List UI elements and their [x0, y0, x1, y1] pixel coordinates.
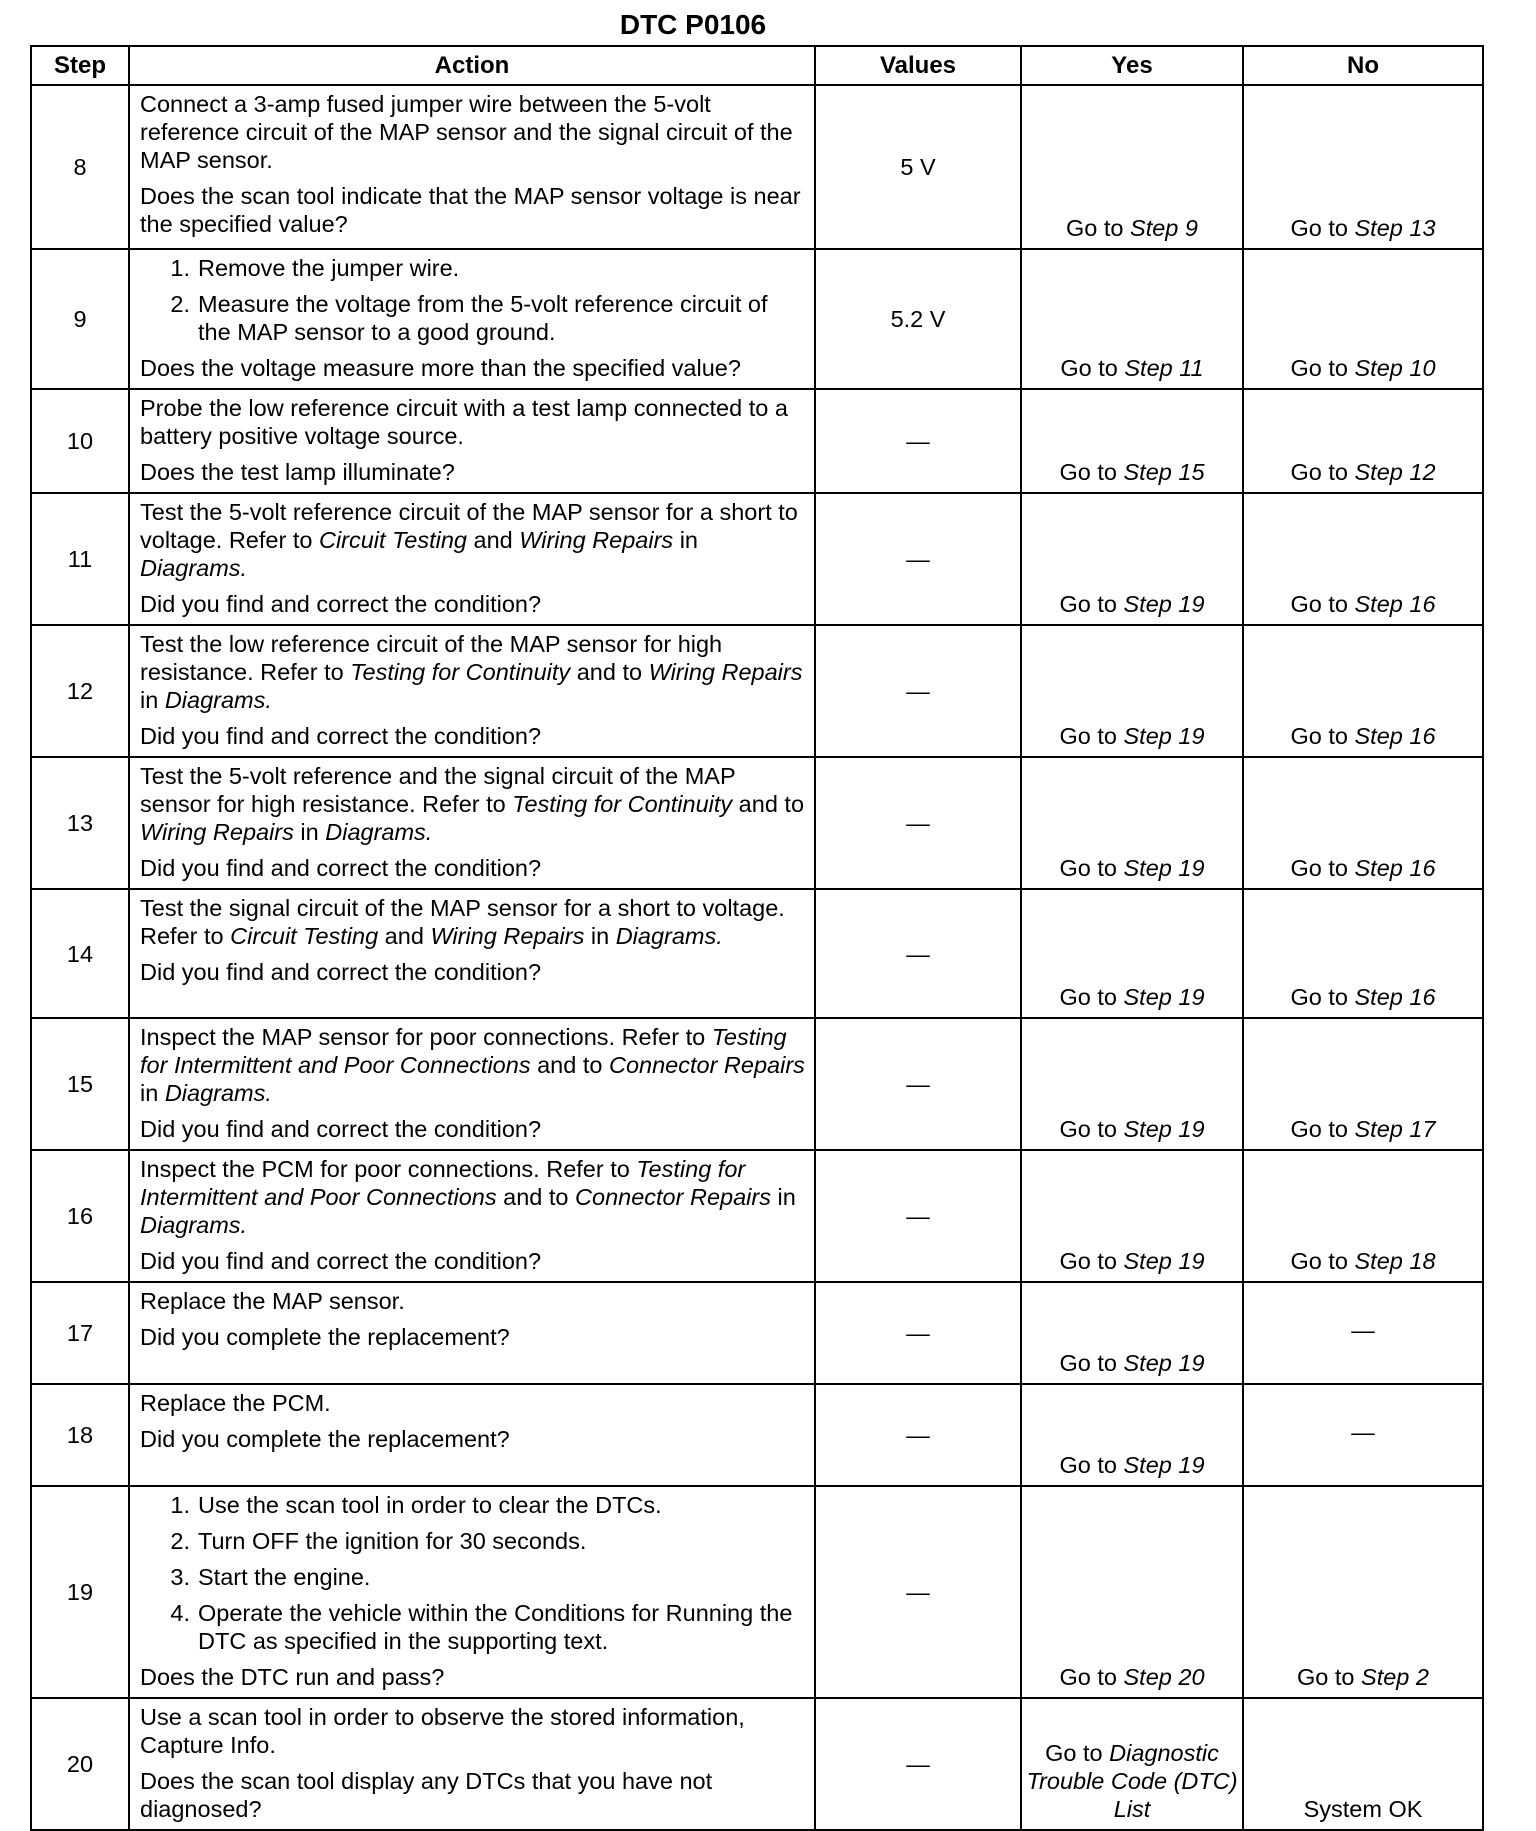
reference-text: Step 19 — [1123, 1350, 1205, 1376]
text-run: Inspect the PCM for poor connections. Refer to — [140, 1156, 637, 1182]
list-item-text — [198, 1491, 806, 1519]
value-cell: 5.2 V — [815, 249, 1021, 389]
action-cell — [129, 625, 815, 757]
text-run: Go to — [1059, 1664, 1124, 1690]
reference-text: Step 18 — [1354, 1248, 1436, 1274]
no-cell — [1243, 493, 1483, 625]
no-cell — [1243, 889, 1483, 1018]
reference-text: Diagrams. — [164, 1080, 272, 1106]
text-run: Go to — [1059, 855, 1124, 881]
value-cell: — — [815, 1698, 1021, 1830]
value-cell: — — [815, 625, 1021, 757]
yes-cell — [1021, 249, 1243, 389]
reference-text: Wiring Repairs — [140, 819, 294, 845]
table-header-row — [31, 46, 1483, 85]
list-item-number: 2. — [170, 291, 190, 317]
text-run: Did you find and correct the condition? — [140, 855, 542, 881]
text-run: Operate the vehicle within the Conditions for Running the DTC as specified in the supporting text. — [198, 1600, 793, 1654]
text-run: Connect a 3-amp fused jumper wire between the 5-volt reference circuit of the MAP sensor and the signal circuit of the MAP sensor. — [140, 91, 793, 173]
text-run: Did you find and correct the condition? — [140, 591, 542, 617]
step-number: 15 — [31, 1018, 129, 1150]
action-paragraph — [140, 590, 806, 618]
text-run: Test the low reference circuit of the MAP sensor for high resistance. Refer to — [140, 631, 723, 685]
text-run: Start the engine. — [198, 1564, 371, 1590]
reference-text: Step 9 — [1130, 215, 1198, 241]
step-number: 12 — [31, 625, 129, 757]
list-item-text — [198, 1527, 806, 1555]
text-run: Go to — [1059, 591, 1124, 617]
value-cell: — — [815, 757, 1021, 889]
yes-cell — [1021, 889, 1243, 1018]
header-values: Values — [815, 46, 1021, 85]
reference-text: Testing for Intermittent and Poor Connections — [140, 1024, 787, 1078]
text-run: Go to — [1059, 1452, 1124, 1478]
action-paragraph — [140, 354, 806, 382]
text-run: Go to — [1290, 984, 1355, 1010]
list-item-number: 1. — [170, 1492, 190, 1518]
reference-text: Testing for Continuity — [350, 659, 571, 685]
no-cell — [1243, 1018, 1483, 1150]
reference-text: Step 16 — [1354, 591, 1436, 617]
value-cell: — — [815, 1150, 1021, 1282]
yes-cell — [1021, 389, 1243, 493]
reference-text: Step 19 — [1123, 723, 1205, 749]
action-cell — [129, 1486, 815, 1698]
list-item-text — [198, 1563, 806, 1591]
no-cell — [1243, 389, 1483, 493]
yes-cell — [1021, 1150, 1243, 1282]
text-run: Does the test lamp illuminate? — [140, 459, 455, 485]
reference-text: Step 16 — [1354, 855, 1436, 881]
list-item — [140, 1599, 806, 1655]
text-run: Go to — [1290, 459, 1355, 485]
step-number: 13 — [31, 757, 129, 889]
table-row — [31, 1698, 1483, 1830]
action-cell — [129, 1282, 815, 1384]
reference-text: Step 11 — [1124, 355, 1204, 381]
list-item-number: 1. — [170, 255, 190, 281]
table-row — [31, 889, 1483, 1018]
step-number: 8 — [31, 85, 129, 249]
text-run: Use a scan tool in order to observe the stored information, Capture Info. — [140, 1704, 745, 1758]
text-run: Did you complete the replacement? — [140, 1426, 510, 1452]
text-run: Test the 5-volt reference circuit of the MAP sensor for a short to voltage. Refer to — [140, 499, 798, 553]
yes-cell — [1021, 1018, 1243, 1150]
table-row — [31, 1384, 1483, 1486]
text-run: Replace the PCM. — [140, 1390, 331, 1416]
action-paragraph — [140, 630, 806, 714]
action-paragraph — [140, 1287, 806, 1315]
reference-text: Step 16 — [1354, 984, 1436, 1010]
reference-text: Connector Repairs — [608, 1052, 805, 1078]
action-steps-list — [140, 1491, 806, 1655]
text-run: in — [293, 819, 326, 845]
text-run: Does the voltage measure more than the specified value? — [140, 355, 741, 381]
table-body — [31, 85, 1483, 1830]
action-paragraph — [140, 182, 806, 238]
text-run: Measure the voltage from the 5-volt reference circuit of the MAP sensor to a good ground. — [198, 291, 768, 345]
text-run: in — [140, 1080, 165, 1106]
table-row — [31, 493, 1483, 625]
reference-text: Step 19 — [1123, 984, 1205, 1010]
header-step: Step — [31, 46, 129, 85]
reference-text: Testing for Intermittent and Poor Connections — [140, 1156, 746, 1210]
text-run: Replace the MAP sensor. — [140, 1288, 405, 1314]
step-number: 16 — [31, 1150, 129, 1282]
reference-text: Step 19 — [1123, 591, 1205, 617]
no-cell — [1243, 1698, 1483, 1830]
header-yes: Yes — [1021, 46, 1243, 85]
reference-text: Step 19 — [1123, 1248, 1205, 1274]
action-paragraph — [140, 1155, 806, 1239]
diagnostic-table — [30, 45, 1484, 1831]
text-run: Go to — [1059, 723, 1124, 749]
action-cell — [129, 493, 815, 625]
text-run: Go to — [1059, 1116, 1124, 1142]
text-run: Go to — [1059, 1350, 1124, 1376]
value-cell: — — [815, 889, 1021, 1018]
text-run: Does the scan tool display any DTCs that you have not diagnosed? — [140, 1768, 713, 1822]
action-paragraph — [140, 1703, 806, 1759]
no-cell — [1243, 1150, 1483, 1282]
table-row — [31, 625, 1483, 757]
action-paragraph — [140, 1767, 806, 1823]
action-cell — [129, 1150, 815, 1282]
text-run: Did you find and correct the condition? — [140, 1248, 542, 1274]
action-paragraph — [140, 722, 806, 750]
reference-text: Testing for Continuity — [512, 791, 733, 817]
reference-text: Step 17 — [1354, 1116, 1436, 1142]
yes-cell — [1021, 1282, 1243, 1384]
yes-cell — [1021, 493, 1243, 625]
reference-text: Step 15 — [1123, 459, 1205, 485]
value-cell: — — [815, 1282, 1021, 1384]
text-run: Did you complete the replacement? — [140, 1324, 510, 1350]
text-run: Did you find and correct the condition? — [140, 959, 542, 985]
no-cell — [1243, 1384, 1483, 1486]
table-row — [31, 1486, 1483, 1698]
reference-text: Wiring Repairs — [648, 659, 803, 685]
text-run: — — [1351, 1419, 1375, 1445]
action-paragraph — [140, 894, 806, 950]
text-run: System OK — [1303, 1796, 1423, 1822]
action-cell — [129, 389, 815, 493]
text-run: Go to — [1290, 1248, 1355, 1274]
text-run: Go to — [1297, 1664, 1362, 1690]
text-run: Go to — [1059, 459, 1124, 485]
value-cell: — — [815, 389, 1021, 493]
text-run: and to — [732, 791, 805, 817]
list-item-number: 2. — [170, 1528, 190, 1554]
no-cell — [1243, 1486, 1483, 1698]
list-item-text — [198, 290, 806, 346]
reference-text: Step 16 — [1354, 723, 1436, 749]
reference-text: Step 20 — [1123, 1664, 1205, 1690]
action-paragraph — [140, 854, 806, 882]
reference-text: Step 19 — [1123, 1452, 1205, 1478]
action-steps-list — [140, 254, 806, 346]
text-run: Does the scan tool indicate that the MAP sensor voltage is near the specified value? — [140, 183, 801, 237]
text-run: Does the DTC run and pass? — [140, 1664, 445, 1690]
text-run: Inspect the MAP sensor for poor connections. Refer to — [140, 1024, 712, 1050]
value-cell: — — [815, 493, 1021, 625]
step-number: 14 — [31, 889, 129, 1018]
header-action: Action — [129, 46, 815, 85]
reference-text: Circuit Testing — [318, 527, 467, 553]
action-paragraph — [140, 1247, 806, 1275]
text-run: Test the signal circuit of the MAP sensor for a short to voltage. Refer to — [140, 895, 785, 949]
yes-cell — [1021, 1384, 1243, 1486]
reference-text: Step 2 — [1361, 1664, 1429, 1690]
list-item-number: 3. — [170, 1564, 190, 1590]
reference-text: Step 19 — [1123, 1116, 1205, 1142]
yes-cell — [1021, 1698, 1243, 1830]
text-run: Go to — [1290, 355, 1355, 381]
list-item — [140, 290, 806, 346]
reference-text: Connector Repairs — [575, 1184, 771, 1210]
action-cell — [129, 889, 815, 1018]
list-item — [140, 1527, 806, 1555]
step-number: 11 — [31, 493, 129, 625]
text-run: and to — [496, 1184, 576, 1210]
action-paragraph — [140, 1389, 806, 1417]
step-number: 10 — [31, 389, 129, 493]
reference-text: Circuit Testing — [230, 923, 379, 949]
text-run: Go to — [1290, 215, 1355, 241]
reference-text: Diagrams. — [140, 555, 248, 581]
list-item-number: 4. — [170, 1600, 190, 1626]
text-run: Go to — [1290, 591, 1355, 617]
text-run: in — [770, 1184, 796, 1210]
no-cell — [1243, 625, 1483, 757]
step-number: 9 — [31, 249, 129, 389]
table-row — [31, 1150, 1483, 1282]
step-number: 19 — [31, 1486, 129, 1698]
table-row — [31, 249, 1483, 389]
list-item-text — [198, 254, 806, 282]
action-paragraph — [140, 1425, 806, 1453]
action-paragraph — [140, 498, 806, 582]
table-row — [31, 85, 1483, 249]
reference-text: Diagnostic Trouble Code (DTC) List — [1026, 1740, 1238, 1822]
text-run: Did you find and correct the condition? — [140, 1116, 542, 1142]
action-paragraph — [140, 458, 806, 486]
text-run: Test the 5-volt reference and the signal circuit of the MAP sensor for high resistance. Refer to — [140, 763, 736, 817]
table-row — [31, 389, 1483, 493]
action-cell — [129, 249, 815, 389]
text-run: Use the scan tool in order to clear the DTCs. — [198, 1492, 662, 1518]
text-run: Probe the low reference circuit with a test lamp connected to a battery positive voltage source. — [140, 395, 788, 449]
table-row — [31, 1018, 1483, 1150]
text-run: in — [140, 687, 165, 713]
text-run: Go to — [1290, 855, 1355, 881]
text-run: Go to — [1060, 355, 1125, 381]
list-item-text — [198, 1599, 806, 1655]
reference-text: Step 10 — [1354, 355, 1436, 381]
action-paragraph — [140, 1663, 806, 1691]
yes-cell — [1021, 757, 1243, 889]
yes-cell — [1021, 85, 1243, 249]
list-item — [140, 254, 806, 282]
action-paragraph — [140, 958, 806, 986]
text-run: — — [1351, 1317, 1375, 1343]
no-cell — [1243, 757, 1483, 889]
no-cell — [1243, 85, 1483, 249]
text-run: and — [378, 923, 431, 949]
reference-text: Diagrams. — [615, 923, 723, 949]
action-cell — [129, 1698, 815, 1830]
text-run: Go to — [1045, 1740, 1110, 1766]
text-run: and to — [530, 1052, 609, 1078]
table-row — [31, 1282, 1483, 1384]
value-cell: — — [815, 1486, 1021, 1698]
action-paragraph — [140, 1115, 806, 1143]
reference-text: Wiring Repairs — [519, 527, 674, 553]
text-run: and — [467, 527, 520, 553]
text-run: Go to — [1290, 1116, 1355, 1142]
reference-text: Step 13 — [1354, 215, 1436, 241]
text-run: Turn OFF the ignition for 30 seconds. — [198, 1528, 587, 1554]
step-number: 17 — [31, 1282, 129, 1384]
value-cell: — — [815, 1018, 1021, 1150]
no-cell — [1243, 1282, 1483, 1384]
action-paragraph — [140, 90, 806, 174]
text-run: and to — [570, 659, 649, 685]
list-item — [140, 1563, 806, 1591]
value-cell: 5 V — [815, 85, 1021, 249]
step-number: 18 — [31, 1384, 129, 1486]
action-paragraph — [140, 762, 806, 846]
text-run: in — [673, 527, 698, 553]
document-title: DTC P0106 — [619, 9, 767, 40]
reference-text: Diagrams. — [140, 1212, 248, 1238]
text-run: Go to — [1290, 723, 1355, 749]
action-cell — [129, 757, 815, 889]
action-cell — [129, 85, 815, 249]
table-row — [31, 757, 1483, 889]
action-paragraph — [140, 1023, 806, 1107]
action-cell — [129, 1018, 815, 1150]
value-cell: — — [815, 1384, 1021, 1486]
reference-text: Diagrams. — [325, 819, 433, 845]
text-run: Did you find and correct the condition? — [140, 723, 542, 749]
action-paragraph — [140, 1323, 806, 1351]
header-no: No — [1243, 46, 1483, 85]
yes-cell — [1021, 1486, 1243, 1698]
text-run: Go to — [1059, 984, 1124, 1010]
step-number: 20 — [31, 1698, 129, 1830]
reference-text: Step 12 — [1354, 459, 1436, 485]
text-run: Go to — [1059, 1248, 1124, 1274]
text-run: in — [584, 923, 616, 949]
reference-text: Wiring Repairs — [430, 923, 585, 949]
action-cell — [129, 1384, 815, 1486]
reference-text: Step 19 — [1123, 855, 1205, 881]
yes-cell — [1021, 625, 1243, 757]
action-paragraph — [140, 394, 806, 450]
list-item — [140, 1491, 806, 1519]
text-run: Go to — [1066, 215, 1131, 241]
text-run: Remove the jumper wire. — [198, 255, 460, 281]
reference-text: Diagrams. — [164, 687, 272, 713]
no-cell — [1243, 249, 1483, 389]
